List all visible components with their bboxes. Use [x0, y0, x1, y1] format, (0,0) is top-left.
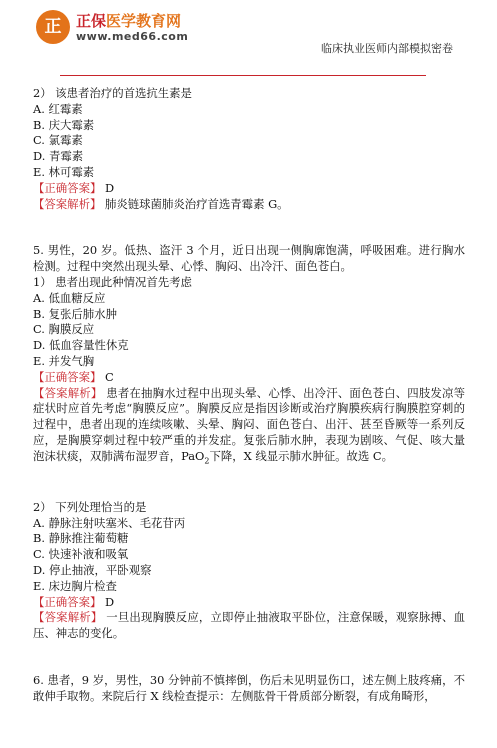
question-stem: 1） 患者出现此种情况首先考虑 [33, 274, 192, 289]
option: C. 氯霉素 [33, 133, 83, 148]
option: A. 静脉注射呋塞米、毛花苷丙 [33, 515, 186, 530]
option: D. 停止抽液，平卧观察 [33, 563, 152, 577]
option: B. 复张后肺水肿 [33, 306, 117, 321]
option: B. 庆大霉素 [33, 117, 95, 132]
logo-brand-part2: 医学教育网 [106, 12, 182, 30]
option: E. 床边胸片检查 [33, 578, 117, 593]
explanation-label: 【答案解析】 [33, 385, 103, 400]
explanation-row [33, 197, 465, 213]
logo [36, 8, 189, 48]
explanation-text: 肺炎链球菌肺炎治疗首选青霉素 G。 [104, 196, 289, 211]
option: E. 林可霉素 [33, 164, 95, 179]
option: C. 快速补液和吸氧 [33, 547, 129, 562]
doc-title: 临床执业医师内部模拟密卷 [321, 42, 453, 55]
header-divider [60, 75, 426, 76]
question-stem: 2） 下列处理恰当的是 [33, 499, 147, 514]
question-stem: 2） 该患者治疗的首选抗生素是 [33, 86, 192, 100]
option: A. 红霉素 [33, 101, 83, 116]
explanation-text: 患者在抽胸水过程中出现头晕、心悸、出冷汗、面色苍白、四肢发凉等症状时应首先考虑“胸膜反应”。胸膜反应是指因诊断或治疗胸膜疾病行胸膜腔穿刺的过程中，患者出现的连续咳嗽、头晕、胸闷、面色苍白、出汗、甚至昏厥等一系列反应，是胸膜穿刺过程中较严重的并发症。复张后肺水肿，表现为剧咳、气促、咳大量泡沫状痰，双肺满布湿罗音，PaO [33, 385, 465, 463]
case-text: 5. 男性，20 岁。低热、盗汗 3 个月，近日出现一侧胸廓饱满，呼吸困难。进行胸水检测。过程中突然出现头晕、心悸、胸闷、出冷汗、面色苍白。 [33, 243, 465, 274]
answer-value: D [104, 180, 115, 195]
spacer [33, 469, 465, 500]
option: E. 并发气胸 [33, 353, 95, 368]
answer-label: 【正确答案】 [33, 594, 102, 609]
logo-brand-part1: 正保 [76, 12, 107, 30]
logo-url: www.med66.com [76, 30, 189, 43]
answer-row [33, 181, 465, 197]
explanation-label: 【答案解析】 [33, 610, 103, 625]
answer-label: 【正确答案】 [33, 180, 102, 195]
explanation-text-end: 下降，X 线显示肺水肿征。故选 C。 [209, 448, 394, 463]
answer-row [33, 595, 465, 611]
document-body [33, 86, 465, 705]
explanation-row [33, 610, 465, 642]
option: C. 胸膜反应 [33, 322, 95, 337]
answer-value: D [104, 594, 115, 609]
case-text: 6. 患者，9 岁，男性，30 分钟前不慎摔倒，伤后未见明显伤口，述左侧上肢疼痛，不敢伸手取物。来院后行 X 线检查提示：左侧肱骨干骨质部分断裂，有成角畸形， [33, 672, 465, 703]
logo-badge-icon: 正 [36, 10, 70, 44]
spacer [33, 642, 465, 673]
answer-row [33, 370, 465, 386]
answer-value: C [104, 369, 114, 384]
explanation-label: 【答案解析】 [33, 196, 102, 211]
spacer [33, 212, 465, 243]
option: B. 静脉推注葡萄糖 [33, 531, 129, 546]
logo-brand [76, 10, 181, 31]
option: D. 低血容量性休克 [33, 338, 129, 353]
explanation-text: 一旦出现胸膜反应，立即停止抽液取平卧位，注意保暖，观察脉搏、血压、神志的变化。 [33, 610, 465, 641]
explanation-row [33, 386, 465, 469]
option: A. 低血糖反应 [33, 290, 106, 305]
answer-label: 【正确答案】 [33, 369, 102, 384]
subscript: 2 [204, 456, 210, 466]
option: D. 青霉素 [33, 149, 84, 164]
